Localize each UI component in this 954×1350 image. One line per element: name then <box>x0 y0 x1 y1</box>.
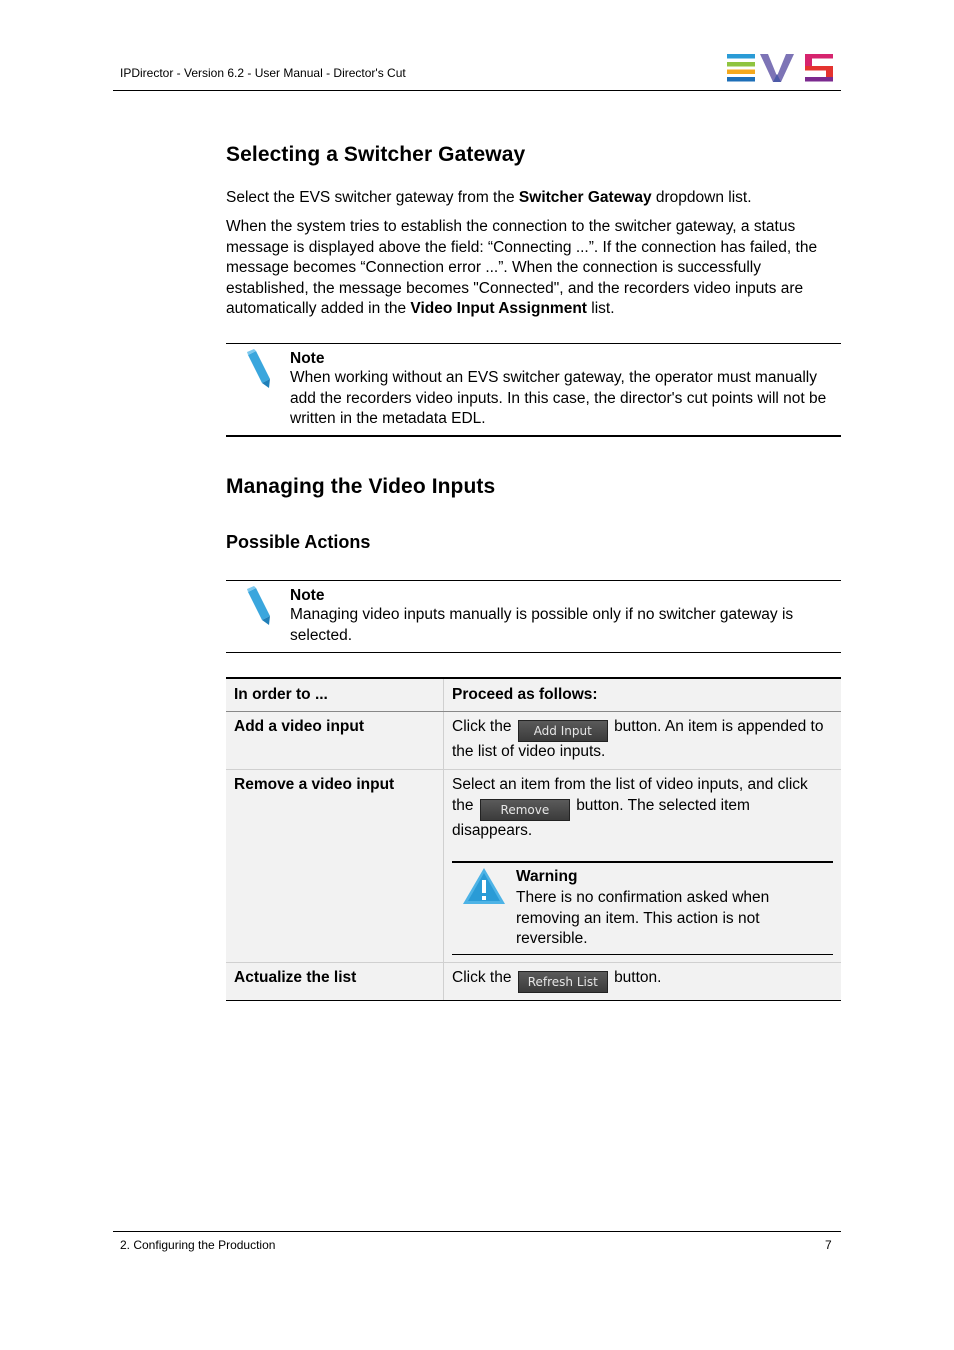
note-bottom-rule <box>226 652 841 653</box>
text-run: Click the <box>452 968 512 986</box>
action-procedure <box>444 962 842 1000</box>
text-run: button. The selected item disappears. <box>452 796 750 839</box>
action-procedure <box>444 711 842 770</box>
text-run: list. <box>586 300 615 318</box>
note-top-rule <box>226 580 841 581</box>
text-run: When the system tries to establish the connection to the switcher gateway, a status message is displayed above the field: “Connecting ...”. If the connection has failed, the message becomes “Connection error ...”. When the connection is successfully established, the message becomes "Connected", and the recorders video inputs are automatically added in the <box>226 218 818 318</box>
table-row <box>226 711 841 770</box>
note-text: When working without an EVS switcher gateway, the operator must manually add the recorders video inputs. In this case, the director's cut points will not be written in the metadata EDL. <box>290 369 827 428</box>
text-run: Select an item from the list of video inputs, and click the <box>452 776 808 814</box>
remove-button: Remove <box>480 799 570 821</box>
text-run: Select the EVS switcher gateway from the <box>226 189 519 206</box>
warning-icon <box>462 867 506 905</box>
text-run: dropdown list. <box>651 189 752 206</box>
pencil-note-icon <box>244 349 272 389</box>
note-title: Note <box>290 350 325 367</box>
text-run: button. <box>614 968 662 986</box>
section-heading-switcher-gateway: Selecting a Switcher Gateway <box>226 143 526 166</box>
text-run: button. An item is appended to the list of video inputs. <box>452 717 824 760</box>
action-procedure <box>444 770 842 963</box>
paragraph-select-gateway <box>226 188 826 209</box>
note-bottom-rule <box>226 435 841 437</box>
warning-box <box>452 861 833 954</box>
ui-term-video-input-assignment: Video Input Assignment <box>410 300 587 318</box>
action-label: Remove a video input <box>226 770 444 963</box>
section-heading-managing-video-inputs: Managing the Video Inputs <box>226 475 496 498</box>
paragraph-connection-status <box>226 217 826 320</box>
note-title: Note <box>290 587 325 604</box>
action-label: Add a video input <box>226 711 444 770</box>
page-number: 7 <box>825 1238 832 1252</box>
warning-text: There is no confirmation asked when removing an item. This action is not reversible. <box>516 888 770 948</box>
column-header-proceed: Proceed as follows: <box>444 678 842 711</box>
table-row <box>226 962 841 1000</box>
warning-title: Warning <box>516 868 578 886</box>
note-text: Managing video inputs manually is possible only if no switcher gateway is selected. <box>290 606 794 644</box>
possible-actions-table <box>226 677 841 1001</box>
note-top-rule <box>226 343 841 344</box>
table-header-row <box>226 678 841 711</box>
pencil-note-icon <box>244 586 272 626</box>
text-run: Click the <box>452 717 512 735</box>
subheading-possible-actions: Possible Actions <box>226 532 371 552</box>
table-row <box>226 770 841 963</box>
column-header-in-order-to: In order to ... <box>226 678 444 711</box>
add-input-button: Add Input <box>518 720 608 742</box>
footer-rule <box>113 1231 841 1232</box>
action-label: Actualize the list <box>226 962 444 1000</box>
footer-chapter: 2. Configuring the Production <box>120 1238 276 1252</box>
evs-logo <box>727 54 833 82</box>
header-rule <box>113 90 841 91</box>
ui-term-switcher-gateway: Switcher Gateway <box>518 189 652 206</box>
running-header-title: IPDirector - Version 6.2 - User Manual - Director's Cut <box>120 66 406 80</box>
refresh-list-button: Refresh List <box>518 971 608 993</box>
